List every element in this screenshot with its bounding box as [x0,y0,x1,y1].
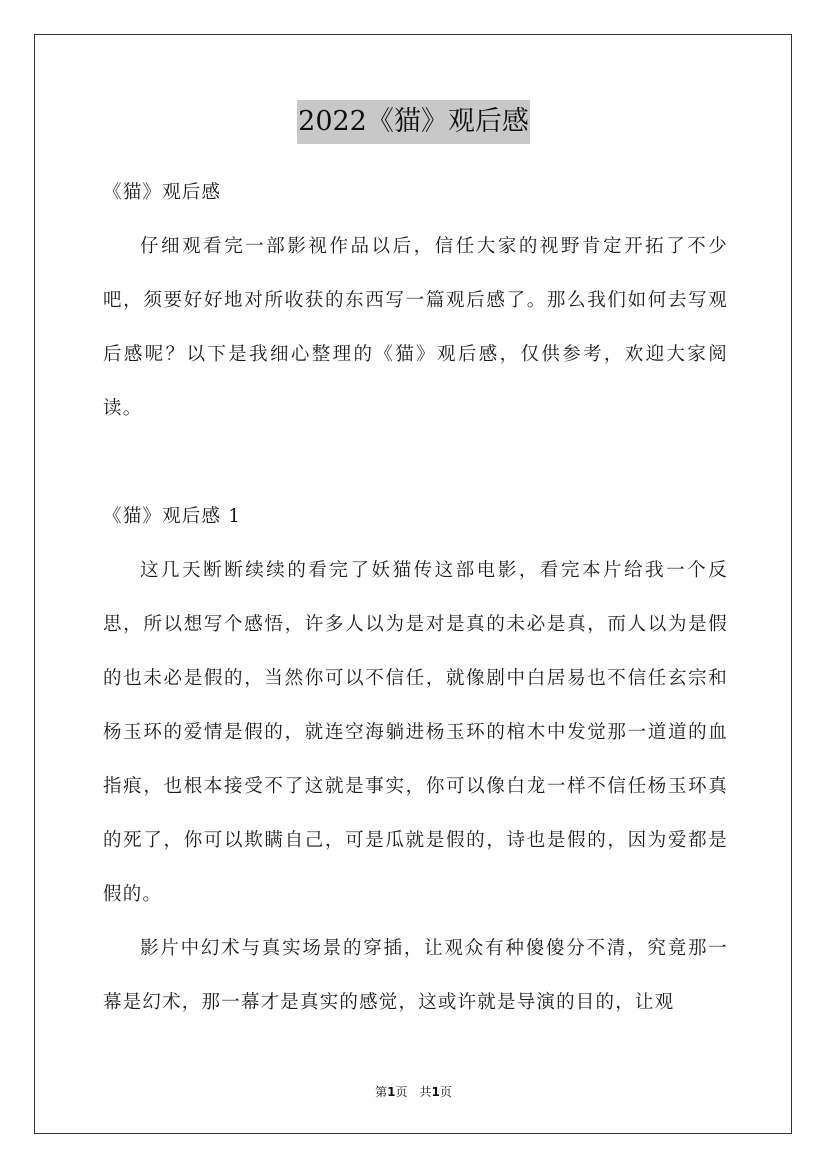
section1-paragraph-2: 影片中幻术与真实场景的穿插，让观众有种傻傻分不清，究竟那一幕是幻术，那一幕才是真实的感觉，这或许就是导演的目的，让观 [103,938,728,1013]
footer-page-prefix: 第 [375,1085,388,1099]
footer-page-suffix: 页 [439,1085,452,1099]
title-container [0,100,827,144]
page-footer [0,1084,827,1100]
document-body [103,166,728,1030]
paragraph-gap [103,436,728,490]
intro-heading: 《猫》观后感 [103,182,222,203]
footer-page-current: 1 [387,1085,396,1099]
document-title: 2022《猫》观后感 [297,100,530,144]
footer-page-mid: 页 共 [395,1085,432,1099]
intro-paragraph: 仔细观看完一部影视作品以后，信任大家的视野肯定开拓了不少吧，须要好好地对所收获的东西写一篇观后感了。那么我们如何去写观后感呢？以下是我细心整理的《猫》观后感，仅供参考，欢迎大家阅读。 [103,236,728,419]
section1-heading: 《猫》观后感 1 [103,506,242,527]
footer-page-total: 1 [431,1085,440,1099]
section1-paragraph-1: 这几天断断续续的看完了妖猫传这部电影，看完本片给我一个反思，所以想写个感悟，许多人以为是对是真的未必是真，而人以为是假的也未必是假的，当然你可以不信任，就像剧中白居易也不信任玄宗和杨玉环的爱情是假的，就连空海躺进杨玉环的棺木中发觉那一道道的血指痕，也根本接受不了这就是事实，你可以像白龙一样不信任杨玉环真的死了，你可以欺瞒自己，可是瓜就是假的，诗也是假的，因为爱都是假的。 [103,560,728,905]
